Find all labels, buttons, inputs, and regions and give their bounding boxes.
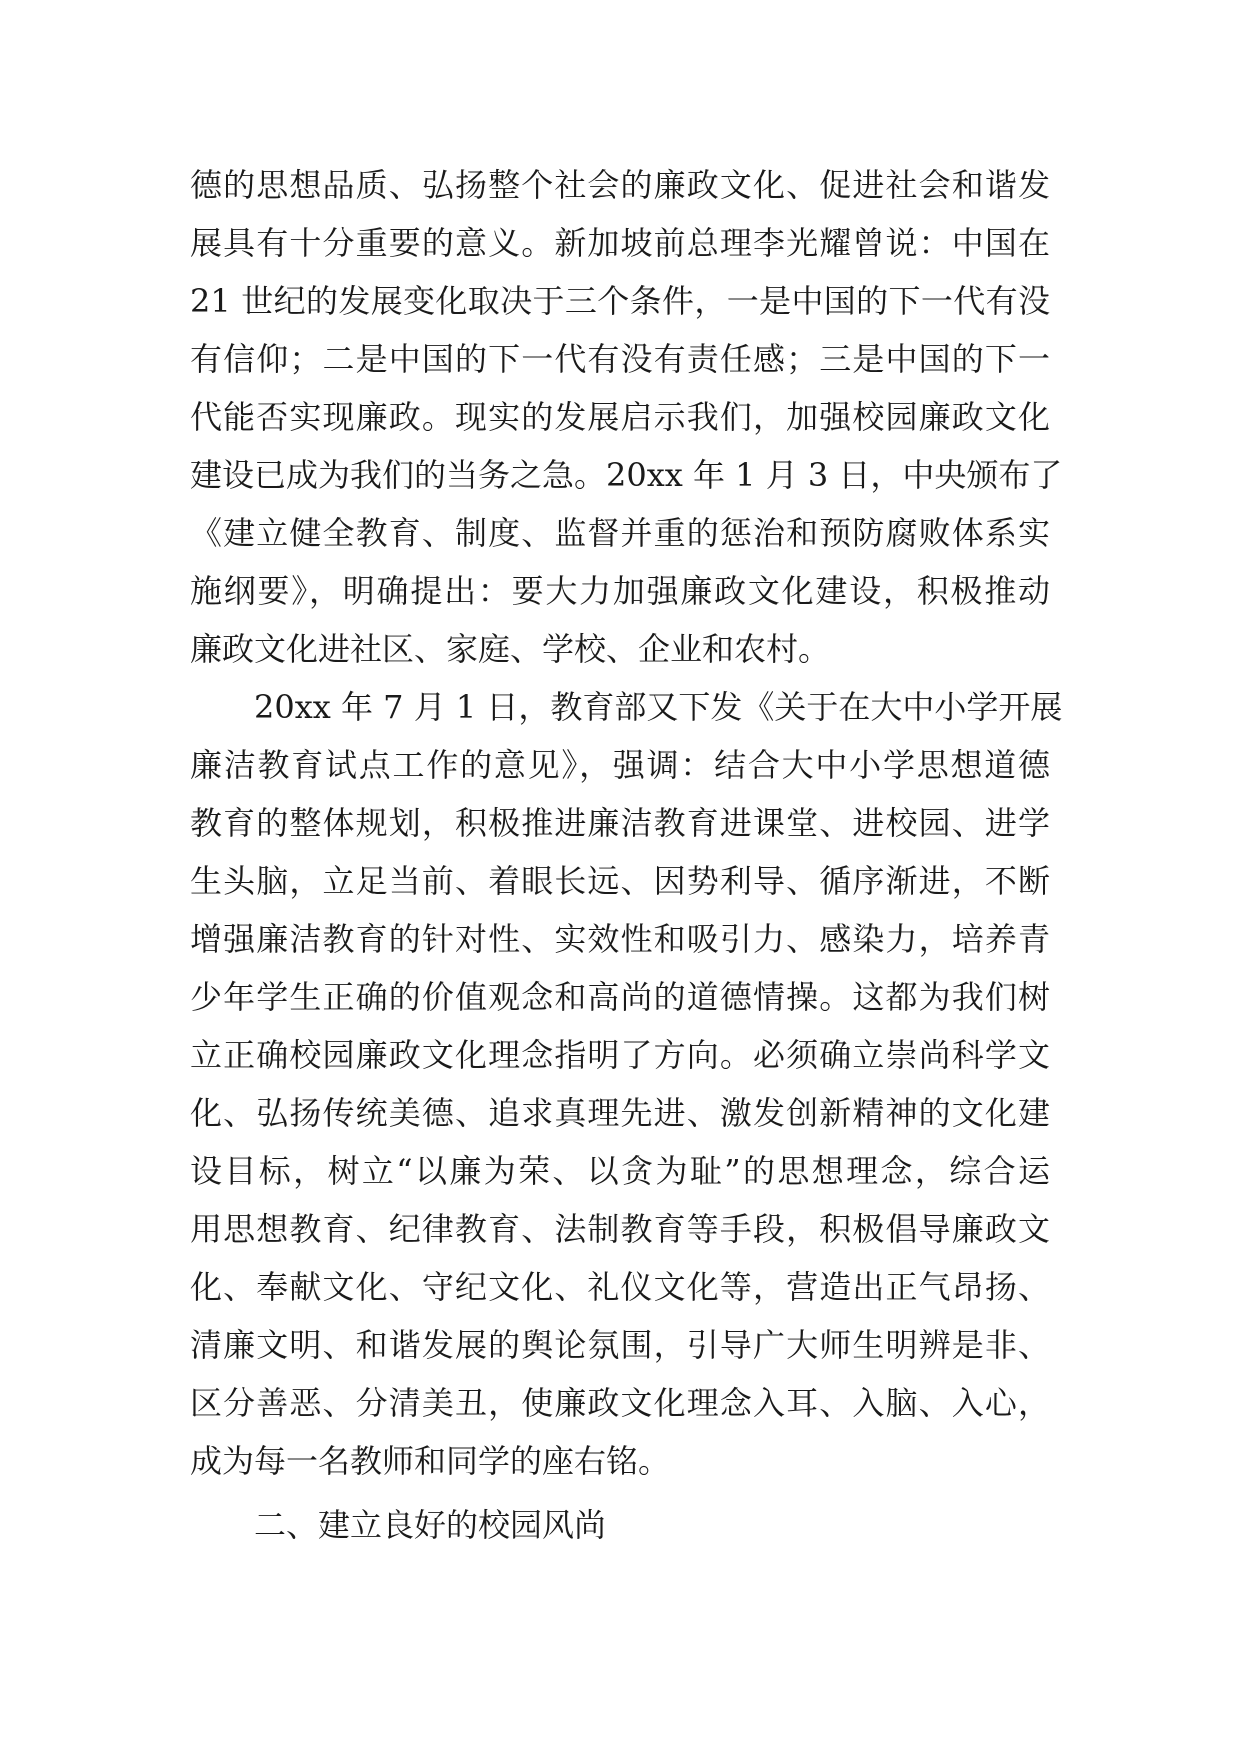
text-line: 展具有十分重要的意义。新加坡前总理李光耀曾说：中国在 — [190, 224, 1050, 262]
section-heading: 二、建立良好的校园风尚 — [254, 1506, 607, 1544]
text-line: 有信仰；二是中国的下一代有没有责任感；三是中国的下一 — [190, 340, 1050, 378]
text-line: 用思想教育、纪律教育、法制教育等手段，积极倡导廉政文 — [190, 1210, 1050, 1248]
text-line: 生头脑，立足当前、着眼长远、因势利导、循序渐进，不断 — [190, 862, 1050, 900]
paragraph — [190, 156, 1063, 678]
text-line: 廉洁教育试点工作的意见》，强调：结合大中小学思想道德 — [190, 746, 1050, 784]
text-line: 20xx 年 7 月 1 日，教育部又下发《关于在大中小学开展 — [254, 688, 1063, 726]
text-line: 廉政文化进社区、家庭、学校、企业和农村。 — [190, 630, 831, 668]
text-line: 增强廉洁教育的针对性、实效性和吸引力、感染力，培养青 — [190, 920, 1050, 958]
text-line: 代能否实现廉政。现实的发展启示我们，加强校园廉政文化 — [190, 398, 1050, 436]
text-line: 成为每一名教师和同学的座右铭。 — [190, 1442, 671, 1480]
text-line: 设目标，树立“以廉为荣、以贪为耻”的思想理念，综合运 — [190, 1152, 1050, 1190]
text-line: 少年学生正确的价值观念和高尚的道德情操。这都为我们树 — [190, 978, 1050, 1016]
text-line: 区分善恶、分清美丑，使廉政文化理念入耳、入脑、入心， — [190, 1384, 1050, 1422]
text-line: 教育的整体规划，积极推进廉洁教育进课堂、进校园、进学 — [190, 804, 1050, 842]
document-body — [190, 156, 1063, 1554]
paragraph — [190, 678, 1063, 1490]
text-line: 立正确校园廉政文化理念指明了方向。必须确立崇尚科学文 — [190, 1036, 1050, 1074]
text-line: 清廉文明、和谐发展的舆论氛围，引导广大师生明辨是非、 — [190, 1326, 1050, 1364]
text-line: 建设已成为我们的当务之急。20xx 年 1 月 3 日，中央颁布了 — [190, 456, 1063, 494]
text-line: 《建立健全教育、制度、监督并重的惩治和预防腐败体系实 — [190, 514, 1050, 552]
text-line: 化、奉献文化、守纪文化、礼仪文化等，营造出正气昂扬、 — [190, 1268, 1050, 1306]
text-line: 21 世纪的发展变化取决于三个条件，一是中国的下一代有没 — [190, 282, 1050, 320]
text-line: 化、弘扬传统美德、追求真理先进、激发创新精神的文化建 — [190, 1094, 1050, 1132]
text-line: 德的思想品质、弘扬整个社会的廉政文化、促进社会和谐发 — [190, 166, 1050, 204]
text-line: 施纲要》，明确提出：要大力加强廉政文化建设，积极推动 — [190, 572, 1050, 610]
